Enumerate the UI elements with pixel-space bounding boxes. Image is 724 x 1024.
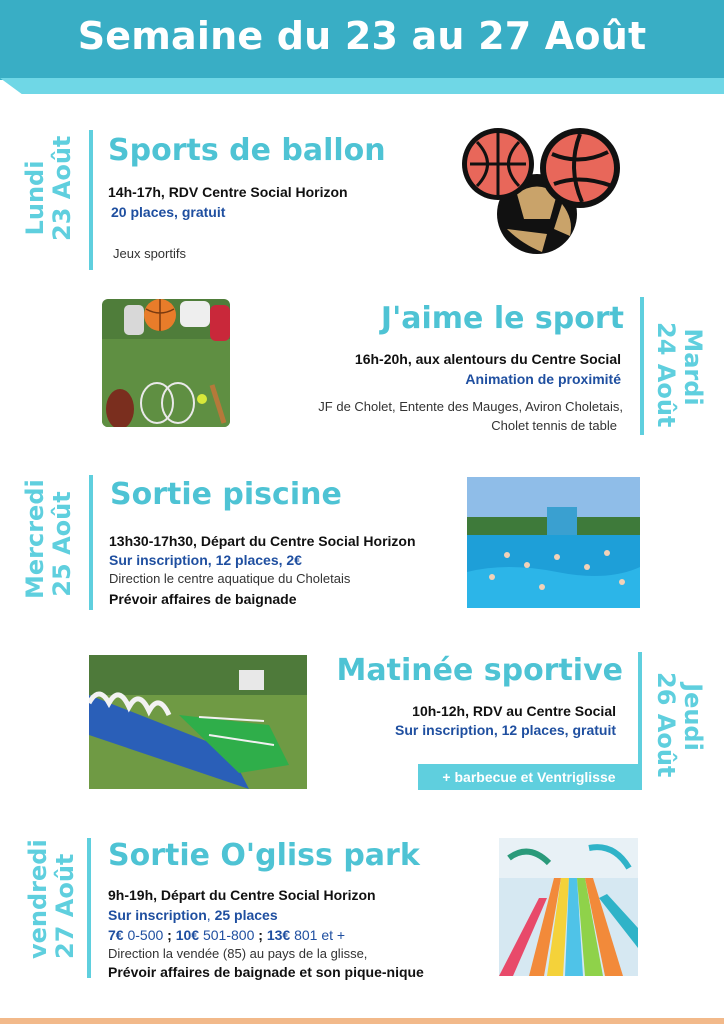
event-title: Sortie piscine [110,477,342,512]
event-info: 20 places, gratuit [111,204,226,220]
divider-bar [640,297,644,435]
event-pricing [108,927,345,943]
header-accent-strip [0,78,724,94]
day-name: Lundi [21,160,49,236]
event-description: Cholet tennis de table [491,418,617,433]
event-time: 16h-20h, aux alentours du Centre Social [354,351,621,367]
day-label-wednesday [21,479,76,599]
inflatable-slide-photo [89,655,307,789]
event-note: Prévoir affaires de baignade [109,591,297,607]
swimming-pool-photo [467,477,640,608]
price-1: 7€ [108,927,124,943]
sports-equipment-photo [102,299,230,427]
separator: , [206,907,215,923]
event-info: Sur inscription, 12 places, gratuit [395,722,616,738]
event-info [108,907,278,923]
day-label-tuesday [652,322,707,428]
water-park-photo [499,838,638,976]
footer-line [0,1018,724,1024]
divider-bar [87,838,91,978]
event-time: 9h-19h, Départ du Centre Social Horizon [108,887,376,903]
price-range-1: 0-500 [123,927,168,943]
day-name: vendredi [24,839,52,959]
event-title: Sortie O'gliss park [108,838,420,873]
day-date: 24 Août [652,322,680,428]
event-title: J'aime le sport [380,301,624,336]
event-description: Jeux sportifs [113,246,186,261]
day-label-monday [21,135,76,241]
page-title: Semaine du 23 au 27 Août [77,14,647,58]
day-date: 23 Août [48,135,76,241]
day-label-friday [24,839,79,959]
registration-text: Sur inscription [108,907,207,923]
event-time: 13h30-17h30, Départ du Centre Social Horizon [109,533,416,549]
event-title: Matinée sportive [336,653,623,688]
event-title: Sports de ballon [108,133,386,168]
event-info: Animation de proximité [465,371,621,387]
day-date: 25 Août [48,491,76,597]
extra-activity-badge: + barbecue et Ventriglisse [418,764,640,790]
day-name: Jeudi [679,683,707,751]
event-description: JF de Cholet, Entente des Mauges, Aviron Choletais, [318,399,623,414]
event-info: Sur inscription, 12 places, 2€ [109,552,302,568]
event-note: Prévoir affaires de baignade et son pique-nique [108,964,424,980]
price-range-3: 801 et + [290,927,346,943]
event-description: Direction le centre aquatique du Choletais [109,571,351,586]
day-name: Mercredi [21,479,49,599]
event-time: 14h-17h, RDV Centre Social Horizon [108,184,348,200]
day-name: Mardi [679,328,707,406]
divider-bar [89,130,93,270]
price-range-2: 501-800 [199,927,259,943]
event-time: 10h-12h, RDV au Centre Social [412,703,616,719]
day-date: 26 Août [652,672,680,778]
day-date: 27 Août [51,853,79,959]
places-text: 25 places [214,907,278,923]
divider-bar [89,475,93,610]
event-description: Direction la vendée (85) au pays de la glisse, [108,946,368,961]
price-2: 10€ [175,927,200,943]
balls-icon [462,124,622,256]
day-label-thursday [652,672,707,778]
divider-bar [638,652,642,790]
separator: ; [258,927,267,943]
price-3: 13€ [266,927,291,943]
separator: ; [167,927,176,943]
